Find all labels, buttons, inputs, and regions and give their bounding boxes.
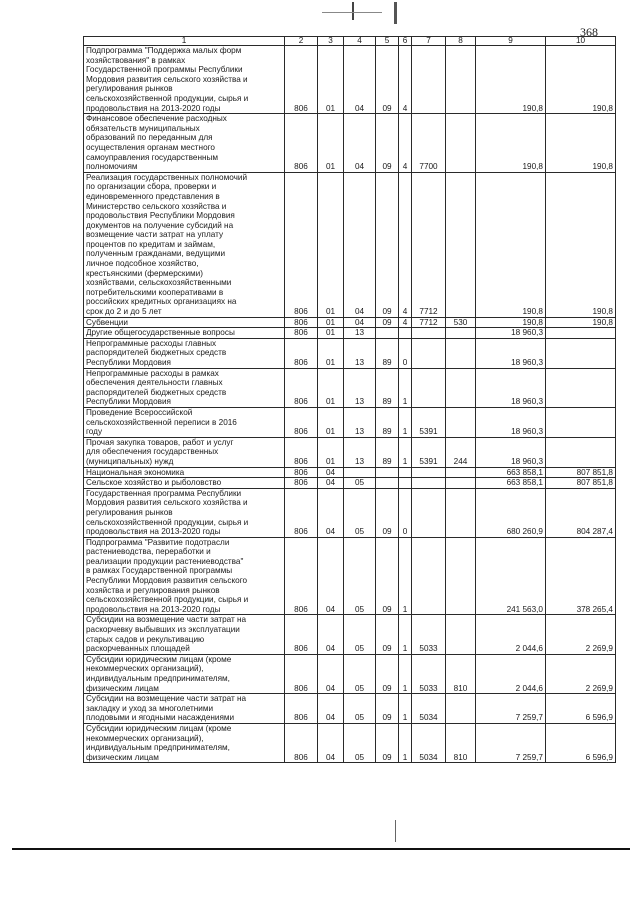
code-admin-cell: 806 xyxy=(285,694,318,724)
header-cell: 2 xyxy=(285,37,318,46)
subprogram-cell xyxy=(399,478,412,489)
section-cell: 01 xyxy=(318,437,344,467)
subsection-cell xyxy=(344,467,376,478)
expense-type-cell: 810 xyxy=(446,723,476,762)
subsection-cell: 13 xyxy=(344,437,376,467)
subprogram-cell: 1 xyxy=(399,368,412,407)
table-row xyxy=(84,488,616,537)
expense-type-cell xyxy=(446,407,476,437)
target-article-cell xyxy=(412,368,446,407)
program-cell: 89 xyxy=(376,338,399,368)
subprogram-cell: 1 xyxy=(399,654,412,693)
subprogram-cell: 1 xyxy=(399,694,412,724)
code-admin-cell: 806 xyxy=(285,114,318,173)
target-article-cell xyxy=(412,467,446,478)
expense-type-cell xyxy=(446,46,476,114)
expense-type-cell xyxy=(446,488,476,537)
table-row xyxy=(84,172,616,317)
amount-2016-cell: 18 960,3 xyxy=(476,407,546,437)
subprogram-cell: 4 xyxy=(399,46,412,114)
amount-2016-cell: 18 960,3 xyxy=(476,368,546,407)
item-name-cell: Проведение Всероссийской сельскохозяйственной переписи в 2016 году xyxy=(84,407,285,437)
section-cell: 01 xyxy=(318,338,344,368)
program-cell: 09 xyxy=(376,317,399,328)
subprogram-cell: 1 xyxy=(399,723,412,762)
section-cell: 04 xyxy=(318,615,344,654)
subprogram-cell xyxy=(399,467,412,478)
item-name-cell: Национальная экономика xyxy=(84,467,285,478)
subprogram-cell: 1 xyxy=(399,537,412,615)
table-row xyxy=(84,694,616,724)
program-cell: 89 xyxy=(376,437,399,467)
scan-tick xyxy=(395,820,396,842)
amount-2017-cell: 190,8 xyxy=(546,172,616,317)
amount-2016-cell: 241 563,0 xyxy=(476,537,546,615)
table-row xyxy=(84,114,616,173)
code-admin-cell: 806 xyxy=(285,615,318,654)
item-name-cell: Прочая закупка товаров, работ и услуг для обеспечения государственных (муниципальных) нужд xyxy=(84,437,285,467)
table-row xyxy=(84,478,616,489)
section-cell: 01 xyxy=(318,114,344,173)
item-name-cell: Другие общегосударственные вопросы xyxy=(84,328,285,339)
amount-2016-cell: 18 960,3 xyxy=(476,328,546,339)
subprogram-cell: 4 xyxy=(399,172,412,317)
amount-2016-cell: 190,8 xyxy=(476,172,546,317)
amount-2017-cell xyxy=(546,328,616,339)
expense-type-cell: 810 xyxy=(446,654,476,693)
program-cell: 09 xyxy=(376,615,399,654)
amount-2017-cell: 804 287,4 xyxy=(546,488,616,537)
program-cell: 09 xyxy=(376,537,399,615)
amount-2017-cell xyxy=(546,407,616,437)
item-name-cell: Субсидии юридическим лицам (кроме некоммерческих организаций), индивидуальным предпринимателям, физическим лицам xyxy=(84,654,285,693)
subsection-cell: 13 xyxy=(344,328,376,339)
header-cell: 8 xyxy=(446,37,476,46)
header-cell: 9 xyxy=(476,37,546,46)
code-admin-cell: 806 xyxy=(285,338,318,368)
target-article-cell xyxy=(412,328,446,339)
item-name-cell: Реализация государственных полномочий по организации сбора, проверки и единовременного представления в Министерство сельского хозяйства и продовольствия Республики Мордовия документов на получение субсидий на возмещение части затрат на уплату процентов по кредитам и займам, полученным гражданами, ведущими личное подсобное хозяйство, крестьянскими (фермерскими) хозяйствами, сельскохозяйственными потребительскими кооперативами в российских кредитных организациях на срок до 2 и до 5 лет xyxy=(84,172,285,317)
amount-2017-cell: 190,8 xyxy=(546,317,616,328)
target-article-cell xyxy=(412,46,446,114)
subsection-cell: 05 xyxy=(344,694,376,724)
item-name-cell: Субсидии юридическим лицам (кроме некоммерческих организаций), индивидуальным предпринимателям, физическим лицам xyxy=(84,723,285,762)
amount-2017-cell: 2 269,9 xyxy=(546,615,616,654)
section-cell: 01 xyxy=(318,46,344,114)
program-cell: 09 xyxy=(376,694,399,724)
expense-type-cell: 530 xyxy=(446,317,476,328)
item-name-cell: Подпрограмма "Развитие подотрасли растениеводства, переработки и реализации продукции растениеводства" в рамках Государственной программы Республики Мордовия развития сельского хозяйства и регулирования рынков сельскохозяйственной продукции, сырья и продовольствия на 2013-2020 годы xyxy=(84,537,285,615)
program-cell: 09 xyxy=(376,488,399,537)
code-admin-cell: 806 xyxy=(285,478,318,489)
amount-2016-cell: 190,8 xyxy=(476,114,546,173)
code-admin-cell: 806 xyxy=(285,368,318,407)
section-cell: 04 xyxy=(318,694,344,724)
table-row xyxy=(84,654,616,693)
table-row xyxy=(84,46,616,114)
expense-type-cell xyxy=(446,328,476,339)
amount-2016-cell: 663 858,1 xyxy=(476,478,546,489)
amount-2016-cell: 190,8 xyxy=(476,46,546,114)
page-number: 368 xyxy=(580,25,598,39)
expense-type-cell xyxy=(446,478,476,489)
table-row xyxy=(84,338,616,368)
target-article-cell xyxy=(412,478,446,489)
target-article-cell: 7700 xyxy=(412,114,446,173)
subsection-cell: 13 xyxy=(344,407,376,437)
scan-mark xyxy=(322,2,402,20)
code-admin-cell: 806 xyxy=(285,46,318,114)
header-cell: 3 xyxy=(318,37,344,46)
code-admin-cell: 806 xyxy=(285,317,318,328)
code-admin-cell: 806 xyxy=(285,488,318,537)
amount-2016-cell: 7 259,7 xyxy=(476,723,546,762)
subprogram-cell: 1 xyxy=(399,407,412,437)
subsection-cell: 05 xyxy=(344,654,376,693)
target-article-cell: 7712 xyxy=(412,172,446,317)
table-row xyxy=(84,317,616,328)
amount-2017-cell: 378 265,4 xyxy=(546,537,616,615)
header-cell: 7 xyxy=(412,37,446,46)
subsection-cell: 05 xyxy=(344,615,376,654)
subprogram-cell: 0 xyxy=(399,338,412,368)
code-admin-cell: 806 xyxy=(285,172,318,317)
target-article-cell: 5033 xyxy=(412,615,446,654)
header-cell: 5 xyxy=(376,37,399,46)
subprogram-cell: 4 xyxy=(399,317,412,328)
section-cell: 01 xyxy=(318,407,344,437)
target-article-cell: 5391 xyxy=(412,407,446,437)
table-row xyxy=(84,437,616,467)
amount-2016-cell: 2 044,6 xyxy=(476,654,546,693)
target-article-cell xyxy=(412,488,446,537)
target-article-cell xyxy=(412,338,446,368)
program-cell xyxy=(376,328,399,339)
program-cell: 89 xyxy=(376,368,399,407)
expense-type-cell xyxy=(446,114,476,173)
section-cell: 01 xyxy=(318,172,344,317)
section-cell: 01 xyxy=(318,317,344,328)
amount-2017-cell: 190,8 xyxy=(546,114,616,173)
amount-2017-cell xyxy=(546,338,616,368)
subsection-cell: 04 xyxy=(344,114,376,173)
section-cell: 04 xyxy=(318,537,344,615)
code-admin-cell: 806 xyxy=(285,437,318,467)
code-admin-cell: 806 xyxy=(285,537,318,615)
code-admin-cell: 806 xyxy=(285,407,318,437)
target-article-cell: 7712 xyxy=(412,317,446,328)
amount-2017-cell: 190,8 xyxy=(546,46,616,114)
expense-type-cell xyxy=(446,368,476,407)
subsection-cell: 13 xyxy=(344,338,376,368)
amount-2017-cell: 2 269,9 xyxy=(546,654,616,693)
item-name-cell: Непрограммные расходы в рамках обеспечения деятельности главных распорядителей бюджетных средств Республики Мордовия xyxy=(84,368,285,407)
expense-type-cell xyxy=(446,338,476,368)
section-cell: 01 xyxy=(318,368,344,407)
target-article-cell: 5391 xyxy=(412,437,446,467)
item-name-cell: Субвенции xyxy=(84,317,285,328)
section-cell: 04 xyxy=(318,723,344,762)
subsection-cell: 04 xyxy=(344,172,376,317)
amount-2017-cell: 6 596,9 xyxy=(546,694,616,724)
program-cell: 09 xyxy=(376,723,399,762)
amount-2017-cell: 807 851,8 xyxy=(546,478,616,489)
item-name-cell: Государственная программа Республики Мордовия развития сельского хозяйства и регулирования рынков сельскохозяйственной продукции, сырья и продовольствия на 2013-2020 годы xyxy=(84,488,285,537)
subsection-cell: 04 xyxy=(344,46,376,114)
item-name-cell: Непрограммные расходы главных распорядителей бюджетных средств Республики Мордовия xyxy=(84,338,285,368)
subprogram-cell xyxy=(399,328,412,339)
subsection-cell: 05 xyxy=(344,478,376,489)
item-name-cell: Подпрограмма "Поддержка малых форм хозяйствования" в рамках Государственной программы Республики Мордовия развития сельского хозяйства и регулирования рынков сельскохозяйственной продукции, сырья и продовольствия на 2013-2020 годы xyxy=(84,46,285,114)
subsection-cell: 04 xyxy=(344,317,376,328)
table-row xyxy=(84,368,616,407)
code-admin-cell: 806 xyxy=(285,654,318,693)
table-row xyxy=(84,723,616,762)
table-row xyxy=(84,328,616,339)
subprogram-cell: 1 xyxy=(399,437,412,467)
expense-type-cell xyxy=(446,694,476,724)
expense-type-cell xyxy=(446,615,476,654)
expense-type-cell xyxy=(446,467,476,478)
header-cell: 1 xyxy=(84,37,285,46)
table-header-row xyxy=(84,37,616,46)
expense-type-cell xyxy=(446,537,476,615)
header-cell: 4 xyxy=(344,37,376,46)
code-admin-cell: 806 xyxy=(285,723,318,762)
table-row xyxy=(84,467,616,478)
table-row xyxy=(84,537,616,615)
program-cell: 09 xyxy=(376,654,399,693)
program-cell: 09 xyxy=(376,114,399,173)
target-article-cell xyxy=(412,537,446,615)
subsection-cell: 05 xyxy=(344,723,376,762)
item-name-cell: Сельское хозяйство и рыболовство xyxy=(84,478,285,489)
amount-2016-cell: 7 259,7 xyxy=(476,694,546,724)
expense-type-cell: 244 xyxy=(446,437,476,467)
subsection-cell: 05 xyxy=(344,537,376,615)
subsection-cell: 05 xyxy=(344,488,376,537)
amount-2016-cell: 680 260,9 xyxy=(476,488,546,537)
section-cell: 01 xyxy=(318,328,344,339)
page-bottom-rule xyxy=(12,848,630,850)
subprogram-cell: 0 xyxy=(399,488,412,537)
table-row xyxy=(84,615,616,654)
program-cell: 09 xyxy=(376,172,399,317)
expense-type-cell xyxy=(446,172,476,317)
amount-2016-cell: 190,8 xyxy=(476,317,546,328)
header-cell: 6 xyxy=(399,37,412,46)
subprogram-cell: 4 xyxy=(399,114,412,173)
amount-2017-cell: 807 851,8 xyxy=(546,467,616,478)
target-article-cell: 5033 xyxy=(412,654,446,693)
item-name-cell: Субсидии на возмещение части затрат на закладку и уход за многолетними плодовыми и ягодными насаждениями xyxy=(84,694,285,724)
amount-2016-cell: 2 044,6 xyxy=(476,615,546,654)
budget-table xyxy=(83,36,616,763)
amount-2016-cell: 663 858,1 xyxy=(476,467,546,478)
program-cell: 09 xyxy=(376,46,399,114)
target-article-cell: 5034 xyxy=(412,694,446,724)
program-cell: 89 xyxy=(376,407,399,437)
item-name-cell: Субсидии на возмещение части затрат на раскорчевку выбывших из эксплуатации старых садов и рекультивацию раскорчеванных площадей xyxy=(84,615,285,654)
section-cell: 04 xyxy=(318,654,344,693)
code-admin-cell: 806 xyxy=(285,328,318,339)
item-name-cell: Финансовое обеспечение расходных обязательств муниципальных образований по переданным для осуществления органам местного самоуправления государственным полномочиям xyxy=(84,114,285,173)
section-cell: 04 xyxy=(318,467,344,478)
program-cell xyxy=(376,467,399,478)
section-cell: 04 xyxy=(318,488,344,537)
amount-2017-cell xyxy=(546,437,616,467)
amount-2016-cell: 18 960,3 xyxy=(476,338,546,368)
header-cell: 10 xyxy=(546,37,616,46)
target-article-cell: 5034 xyxy=(412,723,446,762)
subprogram-cell: 1 xyxy=(399,615,412,654)
amount-2016-cell: 18 960,3 xyxy=(476,437,546,467)
amount-2017-cell xyxy=(546,368,616,407)
table-row xyxy=(84,407,616,437)
program-cell xyxy=(376,478,399,489)
section-cell: 04 xyxy=(318,478,344,489)
code-admin-cell: 806 xyxy=(285,467,318,478)
subsection-cell: 13 xyxy=(344,368,376,407)
amount-2017-cell: 6 596,9 xyxy=(546,723,616,762)
